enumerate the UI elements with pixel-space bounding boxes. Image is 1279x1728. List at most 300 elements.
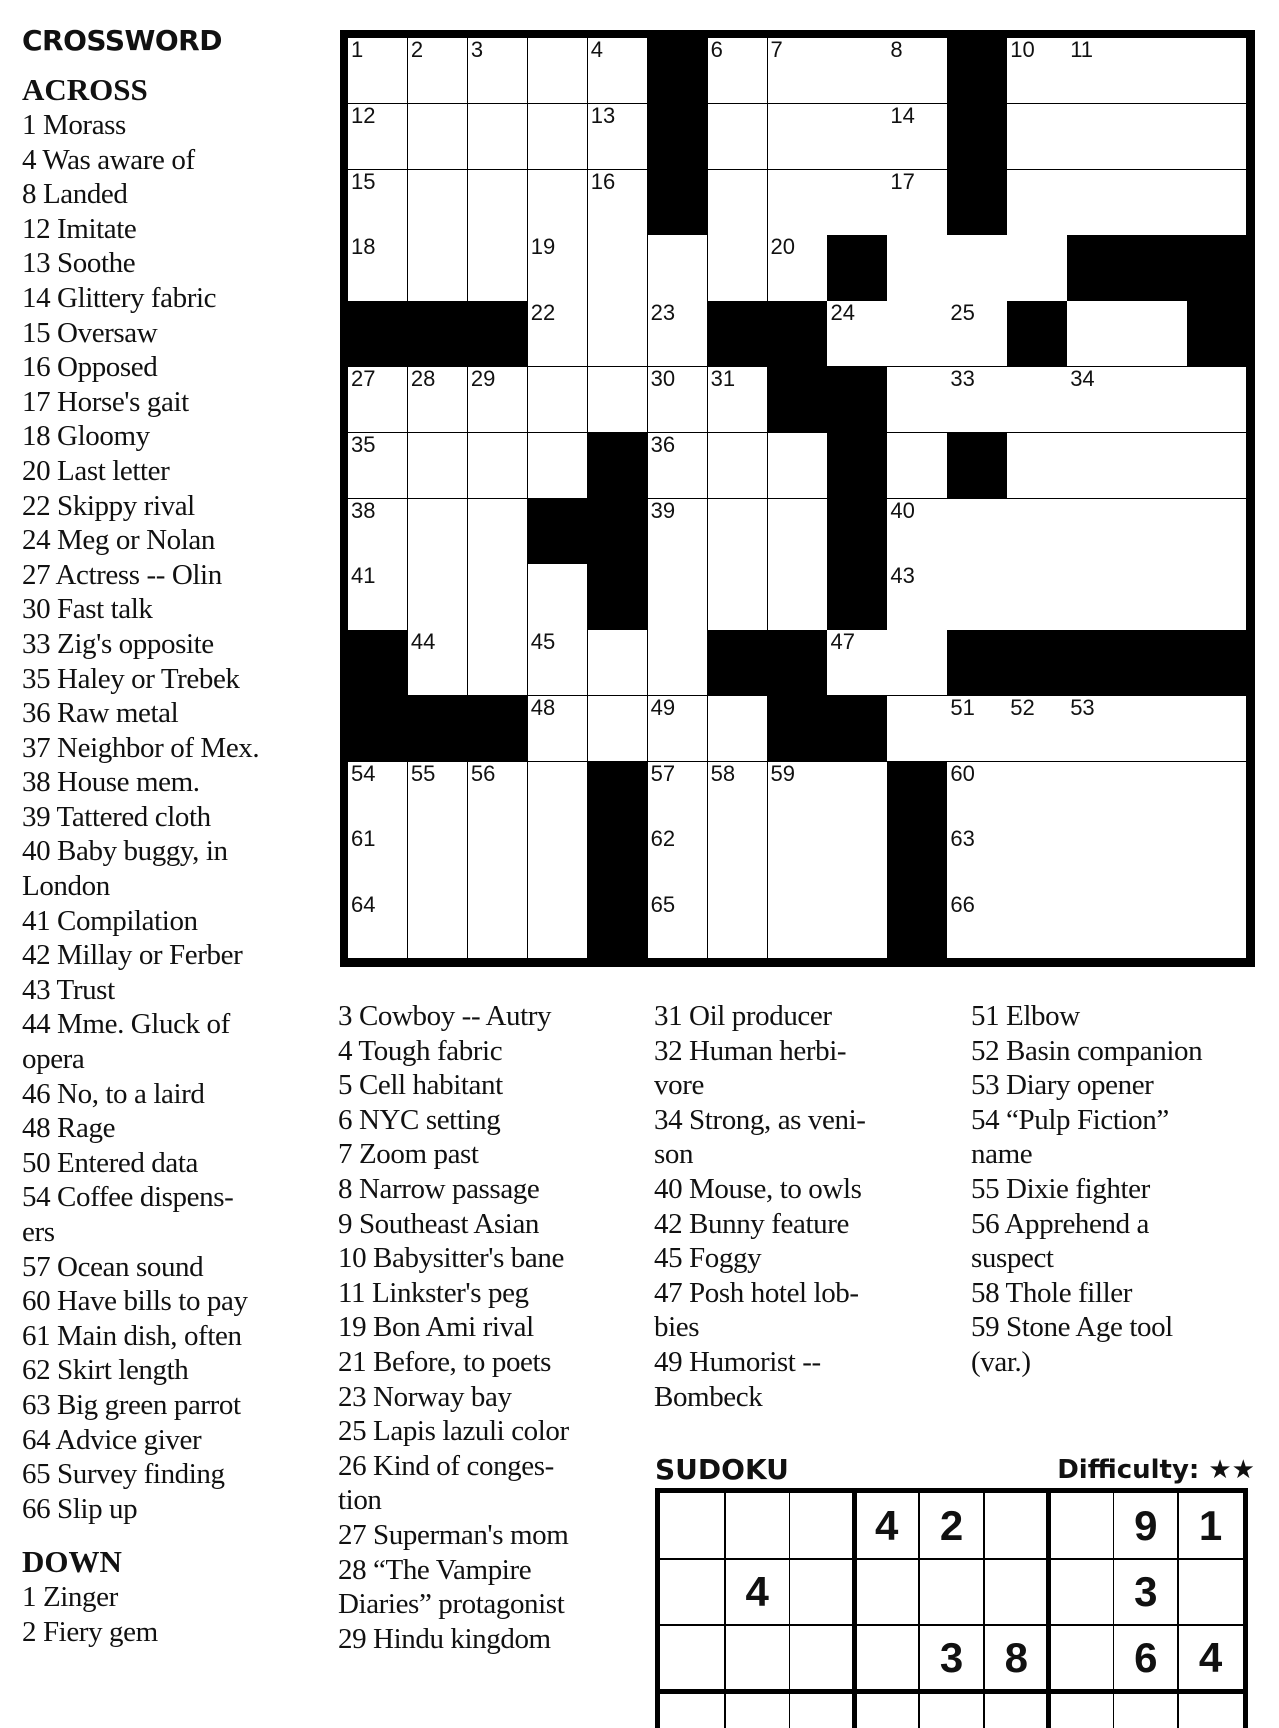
crossword-cell[interactable] [887, 630, 947, 696]
crossword-cell[interactable] [1067, 301, 1127, 367]
crossword-cell[interactable] [468, 433, 528, 499]
crossword-cell[interactable] [528, 433, 588, 499]
crossword-block [708, 301, 768, 367]
clue-number: 31 [710, 365, 736, 391]
clue-line: 27 Superman's mom [338, 1518, 569, 1551]
crossword-cell[interactable] [648, 367, 708, 433]
crossword-cell[interactable] [348, 170, 408, 236]
clue-line: 49 Humorist -- [654, 1345, 821, 1378]
crossword-block [768, 696, 828, 762]
crossword-cell[interactable] [408, 367, 468, 433]
crossword-cell[interactable] [408, 499, 468, 565]
clue-line: 8 Landed [22, 178, 128, 211]
sudoku-cell[interactable] [919, 1559, 984, 1625]
crossword-cell[interactable] [468, 827, 528, 893]
crossword-cell[interactable] [408, 433, 468, 499]
crossword-cell[interactable] [827, 38, 887, 104]
sudoku-title: SUDOKU [655, 1453, 789, 1486]
crossword-cell[interactable] [348, 104, 408, 170]
sudoku-difficulty: Difficulty: ★★ [1057, 1455, 1255, 1485]
crossword-cell[interactable] [1007, 762, 1067, 828]
sudoku-cell: 8 [1004, 1634, 1028, 1681]
crossword-block [947, 433, 1007, 499]
sudoku-cell[interactable] [790, 1493, 855, 1559]
crossword-cell[interactable] [1187, 367, 1247, 433]
crossword-cell[interactable] [528, 893, 588, 959]
crossword-cell[interactable] [1067, 499, 1127, 565]
clue-line: 11 Linkster's peg [338, 1276, 529, 1309]
crossword-cell[interactable] [528, 104, 588, 170]
clue-number: 57 [650, 760, 676, 786]
crossword-block [827, 235, 887, 301]
crossword-cell[interactable] [887, 696, 947, 762]
sudoku-cell[interactable] [725, 1493, 790, 1559]
clue-number: 51 [950, 694, 975, 720]
crossword-block [588, 564, 648, 630]
clue-number: 2 [410, 37, 424, 62]
clue-line: 12 Imitate [22, 212, 137, 245]
crossword-cell[interactable] [408, 235, 468, 301]
crossword-cell[interactable] [827, 104, 887, 170]
crossword-cell[interactable] [1187, 433, 1247, 499]
crossword-cell[interactable] [947, 235, 1007, 301]
across-list [22, 108, 312, 1526]
crossword-cell[interactable] [648, 235, 708, 301]
crossword-cell[interactable] [408, 564, 468, 630]
crossword-cell[interactable] [827, 630, 887, 696]
crossword-cell[interactable] [588, 170, 648, 236]
clue-number: 17 [890, 168, 915, 194]
crossword-cell[interactable] [408, 170, 468, 236]
crossword-cell[interactable] [1067, 827, 1127, 893]
crossword-cell[interactable] [1127, 301, 1187, 367]
crossword-cell[interactable] [1187, 696, 1247, 762]
crossword-cell[interactable] [468, 564, 528, 630]
crossword-cell[interactable] [947, 564, 1007, 630]
crossword-cell[interactable] [1187, 762, 1247, 828]
crossword-cell[interactable] [1007, 696, 1067, 762]
clue-line: 28 “The Vampire [338, 1553, 532, 1586]
sudoku-grid-line [660, 1624, 1243, 1626]
crossword-cell[interactable] [528, 38, 588, 104]
crossword-cell[interactable] [348, 762, 408, 828]
clue-line: 27 Actress -- Olin [22, 558, 222, 591]
crossword-cell[interactable] [408, 762, 468, 828]
crossword-block [768, 301, 828, 367]
crossword-cell[interactable] [1067, 696, 1127, 762]
clue-line: 40 Mouse, to owls [654, 1172, 862, 1205]
clue-line: 34 Strong, as veni- [654, 1103, 866, 1136]
sudoku-cell: 3 [939, 1634, 964, 1681]
crossword-block [588, 433, 648, 499]
clue-number: 12 [351, 102, 376, 128]
clue-line: 46 No, to a laird [22, 1077, 205, 1110]
sudoku-grid-line [660, 1558, 1243, 1560]
down-clues-column-3 [971, 999, 1271, 1380]
crossword-cell[interactable] [648, 893, 708, 959]
clue-line: 60 Have bills to pay [22, 1285, 248, 1318]
clue-line: 63 Big green parrot [22, 1388, 241, 1421]
crossword-cell[interactable] [708, 827, 768, 893]
clue-line: 33 Zig's opposite [22, 627, 214, 660]
crossword-cell[interactable] [827, 301, 887, 367]
crossword-cell[interactable] [1127, 367, 1187, 433]
crossword-cell[interactable] [408, 893, 468, 959]
crossword-cell[interactable] [588, 104, 648, 170]
crossword-cell[interactable] [1187, 104, 1247, 170]
clue-line: 18 Gloomy [22, 420, 150, 453]
crossword-cell[interactable] [827, 827, 887, 893]
sudoku-cell[interactable] [790, 1559, 855, 1625]
crossword-cell[interactable] [1067, 762, 1127, 828]
crossword-cell[interactable] [1007, 499, 1067, 565]
crossword-cell[interactable] [887, 170, 947, 236]
crossword-cell[interactable] [708, 367, 768, 433]
crossword-block [348, 301, 408, 367]
crossword-cell[interactable] [468, 38, 528, 104]
clue-line: 14 Glittery fabric [22, 281, 217, 314]
clue-line: 19 Bon Ami rival [338, 1311, 534, 1344]
crossword-cell[interactable] [887, 301, 947, 367]
crossword-cell[interactable] [947, 367, 1007, 433]
crossword-cell[interactable] [887, 433, 947, 499]
clue-line: vore [654, 1069, 704, 1102]
clue-number: 61 [351, 826, 376, 852]
crossword-cell[interactable] [1187, 170, 1247, 236]
crossword-cell[interactable] [1127, 499, 1187, 565]
clue-line: 37 Neighbor of Mex. [22, 731, 260, 764]
crossword-cell[interactable] [827, 762, 887, 828]
sudoku-cell[interactable] [790, 1625, 855, 1691]
crossword-cell[interactable] [528, 564, 588, 630]
clue-line: 23 Norway bay [338, 1380, 512, 1413]
crossword-cell[interactable] [1067, 893, 1127, 959]
crossword-cell[interactable] [1127, 38, 1187, 104]
clue-line: 54 Coffee dispens- [22, 1181, 234, 1214]
crossword-cell[interactable] [708, 696, 768, 762]
crossword-cell[interactable] [408, 630, 468, 696]
crossword-block [947, 38, 1007, 104]
crossword-cell[interactable] [468, 893, 528, 959]
clue-line: 26 Kind of conges- [338, 1449, 554, 1482]
clue-line: 39 Tattered cloth [22, 800, 211, 833]
clue-line: 62 Skirt length [22, 1354, 189, 1387]
crossword-block [887, 827, 947, 893]
sudoku-cell[interactable] [1049, 1625, 1114, 1691]
crossword-block [588, 827, 648, 893]
clue-number: 54 [351, 760, 376, 786]
clue-number: 64 [351, 892, 376, 918]
clue-number: 39 [650, 497, 676, 523]
crossword-cell[interactable] [887, 235, 947, 301]
sudoku-cell[interactable] [854, 1625, 919, 1691]
crossword-block [408, 696, 468, 762]
crossword-cell[interactable] [1127, 762, 1187, 828]
clue-line: London [22, 870, 110, 903]
clue-line: 42 Bunny feature [654, 1207, 849, 1240]
sudoku-cell[interactable] [1049, 1559, 1114, 1625]
crossword-cell[interactable] [1007, 38, 1067, 104]
crossword-cell[interactable] [1187, 893, 1247, 959]
crossword-cell[interactable] [1007, 104, 1067, 170]
clue-line: 7 Zoom past [338, 1138, 479, 1171]
crossword-cell[interactable] [648, 630, 708, 696]
clue-line: bies [654, 1311, 700, 1344]
crossword-cell[interactable] [468, 499, 528, 565]
crossword-cell[interactable] [708, 564, 768, 630]
crossword-cell[interactable] [468, 762, 528, 828]
crossword-cell[interactable] [1127, 827, 1187, 893]
crossword-cell[interactable] [1067, 367, 1127, 433]
crossword-cell[interactable] [768, 38, 828, 104]
down-section [22, 1544, 312, 1649]
crossword-cell[interactable] [408, 827, 468, 893]
crossword-cell[interactable] [1067, 104, 1127, 170]
crossword-cell[interactable] [588, 630, 648, 696]
clue-number: 20 [770, 234, 796, 260]
crossword-cell[interactable] [348, 499, 408, 565]
sudoku-cell: 4 [745, 1568, 769, 1615]
crossword-cell[interactable] [588, 235, 648, 301]
clue-line: 6 NYC setting [338, 1103, 501, 1136]
crossword-cell[interactable] [708, 104, 768, 170]
crossword-cell[interactable] [768, 762, 828, 828]
sudoku-grid-line [660, 1689, 1243, 1694]
crossword-cell[interactable] [648, 499, 708, 565]
clue-line: 42 Millay or Ferber [22, 939, 243, 972]
clue-line: 38 House mem. [22, 766, 200, 799]
crossword-cell[interactable] [348, 564, 408, 630]
sudoku-cell[interactable] [660, 1493, 725, 1559]
crossword-cell[interactable] [1127, 433, 1187, 499]
crossword-cell[interactable] [408, 38, 468, 104]
crossword-block [468, 696, 528, 762]
crossword-block [1187, 301, 1247, 367]
crossword-cell[interactable] [768, 499, 828, 565]
crossword-cell[interactable] [947, 893, 1007, 959]
crossword-cell[interactable] [1127, 104, 1187, 170]
clue-line: 41 Compilation [22, 904, 198, 937]
crossword-cell[interactable] [1187, 499, 1247, 565]
clue-number: 3 [470, 37, 484, 62]
crossword-cell[interactable] [528, 762, 588, 828]
clue-line: 40 Baby buggy, in [22, 835, 228, 868]
crossword-cell[interactable] [947, 762, 1007, 828]
crossword-cell[interactable] [1187, 564, 1247, 630]
crossword-block [887, 893, 947, 959]
clue-number: 6 [710, 37, 723, 62]
crossword-cell[interactable] [468, 235, 528, 301]
clue-line: Diaries” protagonist [338, 1588, 565, 1621]
crossword-cell[interactable] [648, 301, 708, 367]
crossword-cell[interactable] [648, 827, 708, 893]
crossword-cell[interactable] [348, 433, 408, 499]
crossword-cell[interactable] [348, 893, 408, 959]
clue-line: 36 Raw metal [22, 697, 179, 730]
clue-line: 2 Fiery gem [22, 1615, 158, 1648]
clue-number: 11 [1070, 37, 1094, 62]
crossword-cell[interactable] [468, 104, 528, 170]
crossword-cell[interactable] [1127, 564, 1187, 630]
crossword-cell[interactable] [947, 696, 1007, 762]
crossword-cell[interactable] [1067, 38, 1127, 104]
clue-line: 52 Basin companion [971, 1034, 1203, 1067]
clue-number: 43 [890, 563, 915, 589]
sudoku-cell[interactable] [660, 1625, 725, 1691]
crossword-cell[interactable] [528, 235, 588, 301]
crossword-cell[interactable] [528, 367, 588, 433]
sudoku-cell[interactable] [660, 1559, 725, 1625]
crossword-cell[interactable] [708, 893, 768, 959]
clue-number: 48 [530, 694, 556, 720]
crossword-cell[interactable] [1067, 170, 1127, 236]
crossword-block [1187, 630, 1247, 696]
crossword-cell[interactable] [468, 170, 528, 236]
crossword-cell[interactable] [768, 170, 828, 236]
crossword-block [528, 499, 588, 565]
crossword-cell[interactable] [827, 170, 887, 236]
clue-line: name [971, 1138, 1033, 1171]
crossword-cell[interactable] [1187, 38, 1247, 104]
crossword-block [1007, 630, 1067, 696]
crossword-block [827, 696, 887, 762]
clue-line: 48 Rage [22, 1112, 116, 1145]
crossword-cell[interactable] [1127, 893, 1187, 959]
crossword-cell[interactable] [348, 827, 408, 893]
crossword-cell[interactable] [468, 367, 528, 433]
clue-number: 59 [770, 760, 796, 786]
crossword-cell[interactable] [768, 564, 828, 630]
crossword-cell[interactable] [1007, 367, 1067, 433]
sudoku-cell[interactable] [984, 1493, 1049, 1559]
crossword-cell[interactable] [1067, 433, 1127, 499]
clue-number: 22 [530, 300, 556, 326]
crossword-cell[interactable] [1127, 170, 1187, 236]
crossword-cell[interactable] [648, 762, 708, 828]
clue-number: 56 [470, 760, 496, 786]
crossword-cell[interactable] [947, 499, 1007, 565]
crossword-cell[interactable] [348, 38, 408, 104]
crossword-cell[interactable] [648, 564, 708, 630]
crossword-cell[interactable] [588, 696, 648, 762]
crossword-cell[interactable] [528, 630, 588, 696]
crossword-cell[interactable] [1007, 170, 1067, 236]
crossword-cell[interactable] [887, 38, 947, 104]
crossword-cell[interactable] [1187, 827, 1247, 893]
crossword-cell[interactable] [768, 104, 828, 170]
sudoku-cell[interactable] [854, 1559, 919, 1625]
clue-line: 59 Stone Age tool [971, 1311, 1173, 1344]
crossword-cell[interactable] [588, 367, 648, 433]
crossword-cell[interactable] [408, 104, 468, 170]
crossword-cell[interactable] [768, 433, 828, 499]
crossword-cell[interactable] [648, 696, 708, 762]
crossword-block [588, 762, 648, 828]
crossword-cell[interactable] [348, 367, 408, 433]
crossword-cell[interactable] [708, 762, 768, 828]
sudoku-cell: 4 [1198, 1634, 1223, 1681]
clue-line: 54 “Pulp Fiction” [971, 1103, 1169, 1136]
clue-number: 7 [770, 37, 783, 62]
crossword-cell[interactable] [1067, 564, 1127, 630]
down-list-first [22, 1580, 312, 1649]
crossword-cell[interactable] [768, 893, 828, 959]
crossword-cell[interactable] [528, 696, 588, 762]
clue-number: 15 [351, 168, 376, 194]
crossword-cell[interactable] [708, 433, 768, 499]
clue-line: 64 Advice giver [22, 1423, 202, 1456]
crossword-cell[interactable] [1007, 827, 1067, 893]
clue-line: 13 Soothe [22, 247, 136, 280]
clue-number: 28 [410, 365, 436, 391]
clue-number: 33 [950, 365, 975, 391]
clue-number: 65 [650, 892, 676, 918]
crossword-cell[interactable] [588, 38, 648, 104]
crossword-cell[interactable] [887, 564, 947, 630]
crossword-block [348, 630, 408, 696]
clue-line: 22 Skippy rival [22, 489, 195, 522]
crossword-cell[interactable] [1007, 235, 1067, 301]
sudoku-cell[interactable] [984, 1559, 1049, 1625]
clue-number: 53 [1070, 694, 1095, 720]
crossword-cell[interactable] [1007, 564, 1067, 630]
clue-number: 8 [890, 37, 903, 62]
crossword-cell[interactable] [768, 235, 828, 301]
sudoku-cell[interactable] [725, 1625, 790, 1691]
clue-number: 14 [890, 102, 915, 128]
crossword-cell[interactable] [1007, 433, 1067, 499]
crossword-cell[interactable] [768, 827, 828, 893]
clue-line: 44 Mme. Gluck of [22, 1008, 230, 1041]
crossword-cell[interactable] [348, 235, 408, 301]
crossword-cell[interactable] [528, 827, 588, 893]
crossword-cell[interactable] [708, 38, 768, 104]
crossword-block [1127, 630, 1187, 696]
crossword-cell[interactable] [708, 170, 768, 236]
crossword-cell[interactable] [648, 433, 708, 499]
crossword-block [708, 630, 768, 696]
crossword-cell[interactable] [887, 104, 947, 170]
crossword-cell[interactable] [708, 499, 768, 565]
clue-line: 8 Narrow passage [338, 1172, 540, 1205]
crossword-cell[interactable] [827, 893, 887, 959]
clue-line: tion [338, 1484, 382, 1517]
clue-number: 41 [351, 563, 376, 589]
sudoku-cell: 1 [1198, 1502, 1223, 1549]
across-clues [22, 72, 312, 1650]
crossword-cell[interactable] [887, 367, 947, 433]
crossword-block [947, 104, 1007, 170]
crossword-cell[interactable] [947, 827, 1007, 893]
crossword-cell[interactable] [588, 301, 648, 367]
crossword-cell[interactable] [947, 301, 1007, 367]
crossword-cell[interactable] [528, 170, 588, 236]
crossword-cell[interactable] [1127, 696, 1187, 762]
crossword-cell[interactable] [887, 499, 947, 565]
clue-number: 44 [410, 629, 436, 655]
sudoku-cell[interactable] [1178, 1559, 1243, 1625]
crossword-cell[interactable] [468, 630, 528, 696]
clue-line: 25 Lapis lazuli color [338, 1415, 569, 1448]
clue-line: 20 Last letter [22, 454, 170, 487]
crossword-cell[interactable] [528, 301, 588, 367]
sudoku-cell: 9 [1134, 1502, 1158, 1549]
clue-line: 57 Ocean sound [22, 1250, 204, 1283]
crossword-cell[interactable] [708, 235, 768, 301]
crossword-cell[interactable] [1007, 893, 1067, 959]
crossword-block [1127, 235, 1187, 301]
sudoku-cell[interactable] [1049, 1493, 1114, 1559]
